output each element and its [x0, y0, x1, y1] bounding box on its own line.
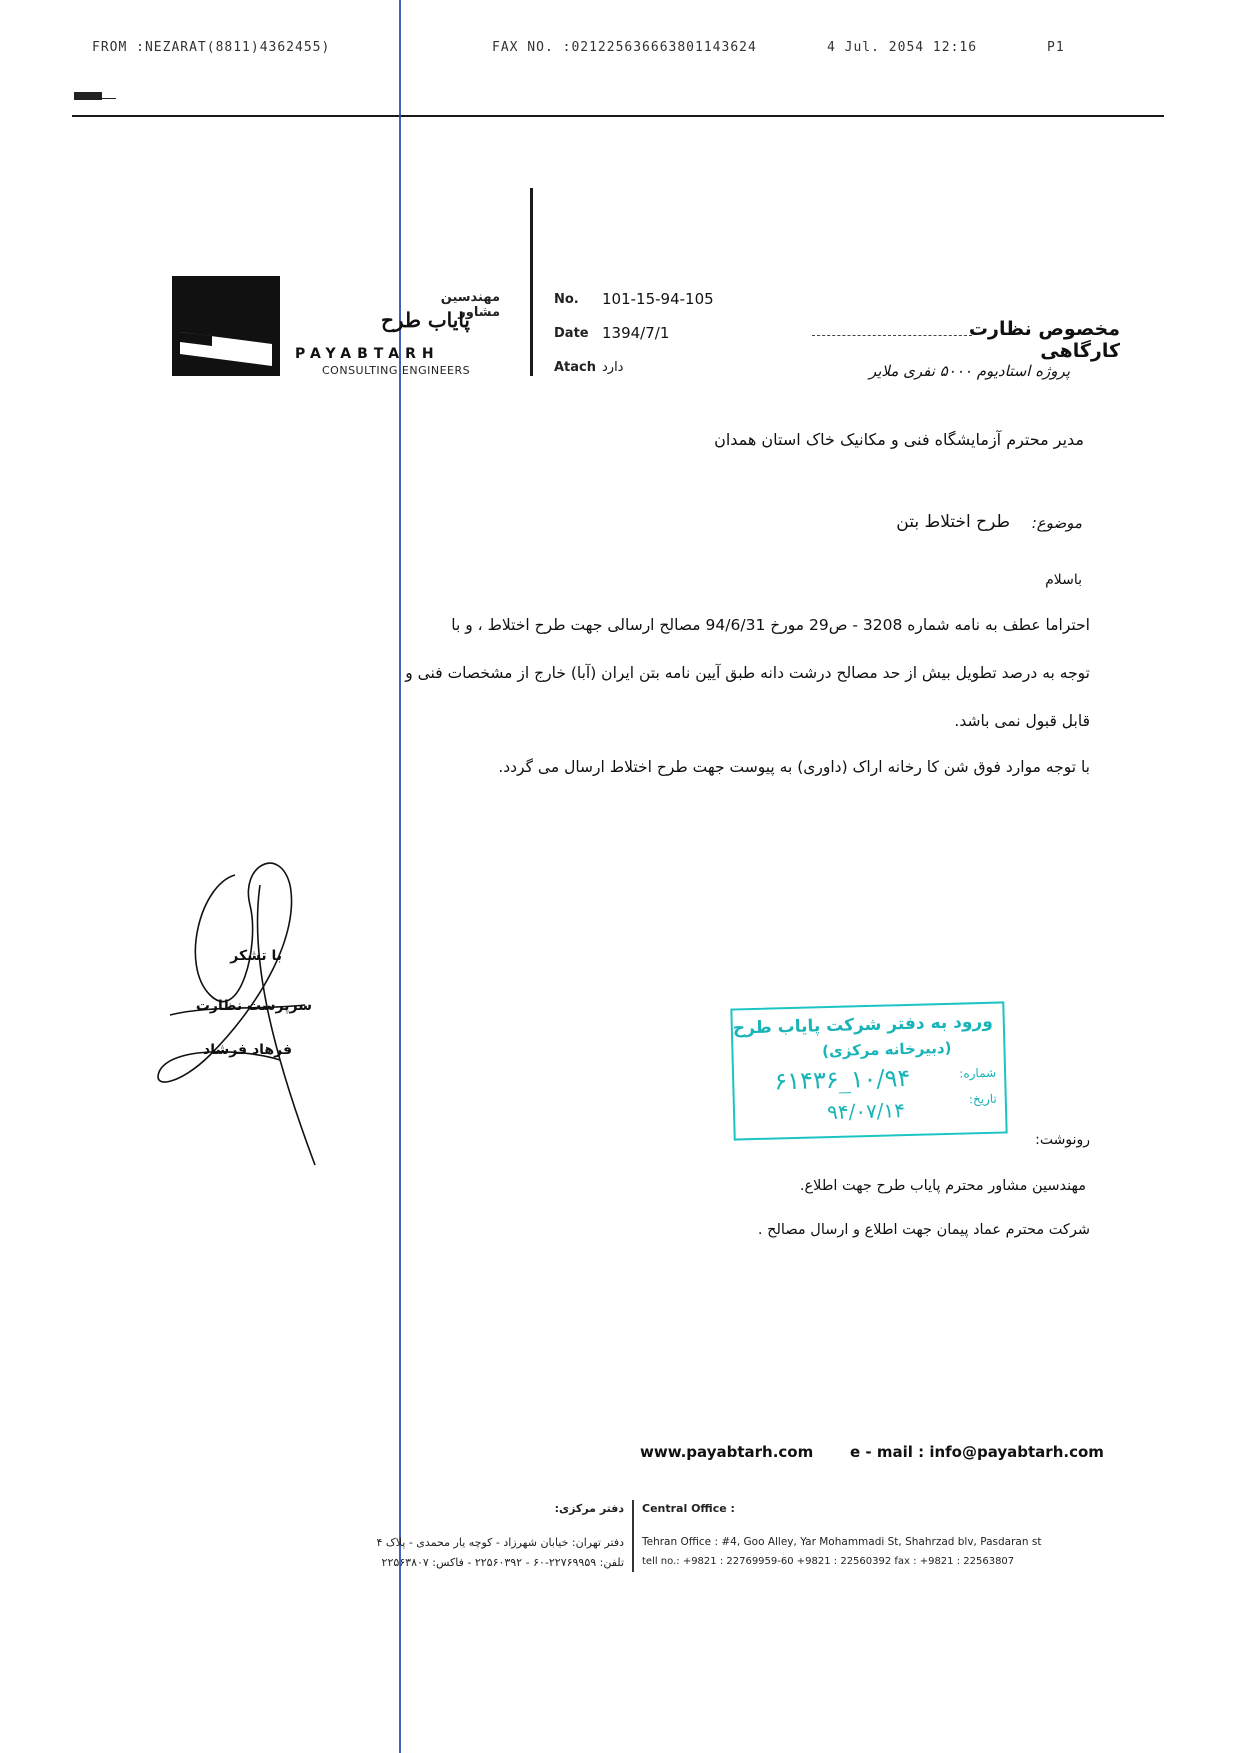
no-label: No. [554, 292, 579, 307]
footer-phones-en: tell no.: +9821 : 22769959-60 +9821 : 22560392 fax : +9821 : 22563807 [642, 1556, 1015, 1567]
company-logo [172, 276, 280, 376]
signature-name: فرهاد فرشاد [203, 1042, 292, 1058]
footer-phones-fa: تلفن: ۲۲۷۶۹۹۵۹-۶۰ - ۲۲۵۶۰۳۹۲ - فاکس: ۲۲۵۶۳۸۰۷ [381, 1556, 624, 1569]
stamp-date-label: تاریخ: [968, 1091, 997, 1107]
company-fa-prefix: مهندسین مشاور [440, 290, 500, 320]
paragraph-1-line-3: قابل قبول نمی باشد. [954, 712, 1090, 730]
letter-date: 1394/7/1 [602, 324, 670, 342]
footer-address-fa: دفتر تهران: خیابان شهرزاد - کوچه یار محمدی - پلاک ۴ [376, 1536, 624, 1549]
signature-role: سرپرست نظارت [195, 998, 312, 1014]
attach-label: Atach [554, 360, 597, 375]
footer-divider [632, 1500, 634, 1572]
footer-central-office-en: Central Office : [642, 1502, 735, 1515]
cc-label: رونوشت: [1035, 1132, 1090, 1148]
fax-page: P1 [1047, 40, 1065, 55]
paragraph-2: با توجه موارد فوق شن کا رخانه اراک (داوری) به پیوست جهت طرح اختلاط ارسال می گردد. [498, 758, 1090, 776]
subject-label: موضوع: [1031, 514, 1082, 532]
paragraph-1-line-2: توجه به درصد تطویل بیش از حد مصالح درشت دانه طبق آیین نامه بتن ایران (آبا) خارج از مشخصات فنی و [405, 664, 1090, 682]
footer-website: www.payabtarh.com [640, 1443, 814, 1461]
paragraph-1-line-1: احتراما عطف به نامه شماره 3208 - ص29 مورخ 94/6/31 مصالح ارسالی جهت طرح اختلاط ، و با [451, 616, 1090, 634]
cc-line-2: شرکت محترم عماد پیمان جهت اطلاع و ارسال مصالح . [757, 1222, 1090, 1238]
attach-value: دارد [602, 360, 624, 375]
footer-email: e - mail : info@payabtarh.com [850, 1443, 1104, 1461]
greeting: باسلام [1045, 572, 1082, 588]
footer-address-en: Tehran Office : #4, Goo Alley, Yar Mohammadi St, Shahrzad blv, Pasdaran st [642, 1536, 1042, 1548]
footer-central-office-fa: دفتر مرکزی: [554, 1502, 624, 1515]
stamp-title: ورود به دفتر شرکت پایاب طرح [732, 1011, 994, 1039]
stamp-number-value: ۱۰/۹۴_۶۱۴۳۶ [773, 1063, 911, 1096]
fax-number: FAX NO. :021225636663801143624 [492, 40, 757, 55]
fax-from: FROM :NEZARAT(8811)4362455) [92, 40, 331, 55]
incoming-stamp [730, 1001, 1007, 1140]
company-en-name: PAYABTARH [295, 346, 440, 362]
fax-datetime: 4 Jul. 2054 12:16 [827, 40, 978, 55]
cc-line-1: مهندسین مشاور محترم پایاب طرح جهت اطلاع. [799, 1178, 1086, 1194]
subject-value: طرح اختلاط بتن [896, 512, 1010, 532]
confidential-heading: مخصوص نظارت کارگاهی [968, 318, 1120, 362]
company-fa-name: پایاب طرح [381, 308, 470, 332]
stamp-date-value: ۹۴/۰۷/۱۴ [826, 1098, 906, 1125]
fax-mark [74, 92, 114, 100]
addressee: مدیر محترم آزمایشگاه فنی و مکانیک خاک استان همدان [714, 430, 1084, 449]
company-en-subtitle: CONSULTING ENGINEERS [322, 364, 471, 377]
signature-closing: با تشکر [230, 948, 282, 964]
top-rule [72, 115, 1164, 117]
header-divider [530, 188, 533, 376]
project-name: پروژه استادیوم ۵۰۰۰ نفری ملایر [868, 362, 1070, 380]
stamp-number-label: شماره: [959, 1065, 997, 1081]
letter-number: 101-15-94-105 [602, 290, 714, 308]
scan-artifact-line [399, 0, 401, 1753]
confidential-underline [812, 335, 972, 336]
date-label: Date [554, 326, 589, 341]
stamp-subtitle: (دبیرخانه مرکزی) [821, 1038, 952, 1061]
